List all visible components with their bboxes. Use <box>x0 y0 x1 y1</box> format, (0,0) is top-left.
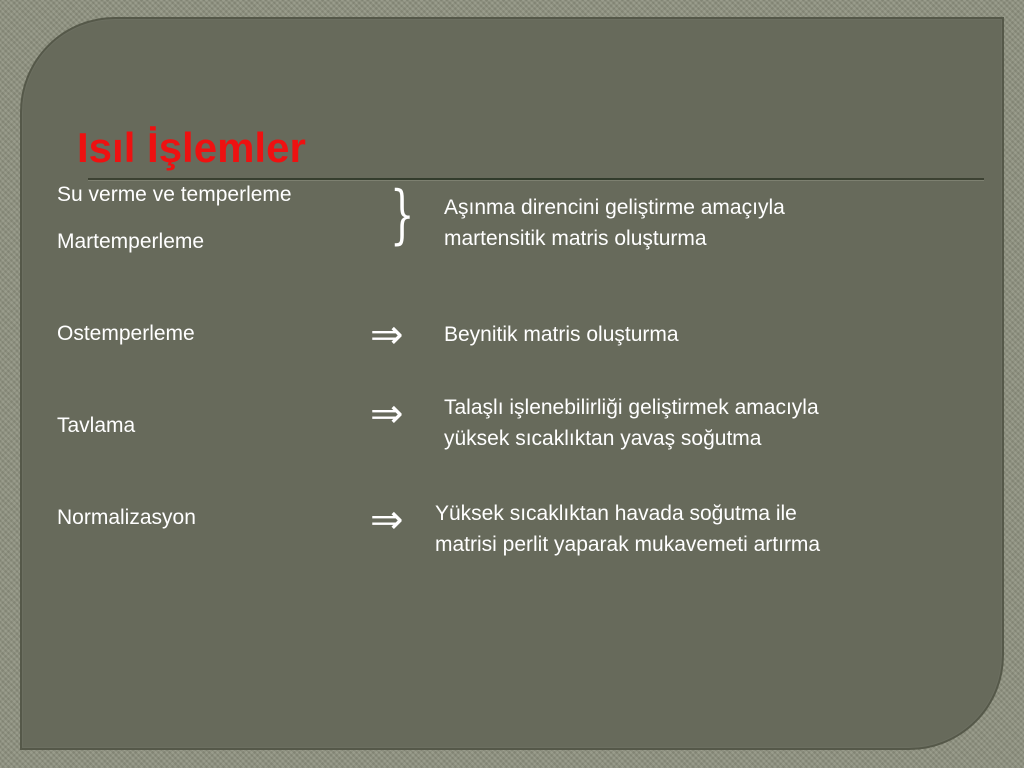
description-line: martensitik matris oluşturma <box>444 227 707 250</box>
description-line: Beynitik matris oluşturma <box>444 323 679 346</box>
description-line: matrisi perlit yaparak mukavemeti artırma <box>435 533 821 556</box>
slide-panel <box>20 17 1004 750</box>
process-martemperleme: Martemperleme <box>57 230 205 253</box>
implies-arrow-icon: ⇒ <box>370 312 404 358</box>
slide-title: Isıl İşlemler <box>77 124 306 171</box>
description-line: Yüksek sıcaklıktan havada soğutma ile <box>435 502 797 525</box>
process-normalizasyon: Normalizasyon <box>57 506 196 529</box>
process-ostemperleme: Ostemperleme <box>57 322 195 345</box>
implies-arrow-icon: ⇒ <box>370 391 404 437</box>
description-line: Aşınma direncini geliştirme amaçıyla <box>444 196 785 219</box>
process-tavlama: Tavlama <box>57 414 136 437</box>
implies-arrow-icon: ⇒ <box>370 497 404 543</box>
description-line: yüksek sıcaklıktan yavaş soğutma <box>444 427 762 450</box>
right-brace-icon: } <box>390 178 415 252</box>
process-su-verme: Su verme ve temperleme <box>57 183 292 206</box>
description-line: Talaşlı işlenebilirliği geliştirmek amacıyla <box>444 396 819 419</box>
